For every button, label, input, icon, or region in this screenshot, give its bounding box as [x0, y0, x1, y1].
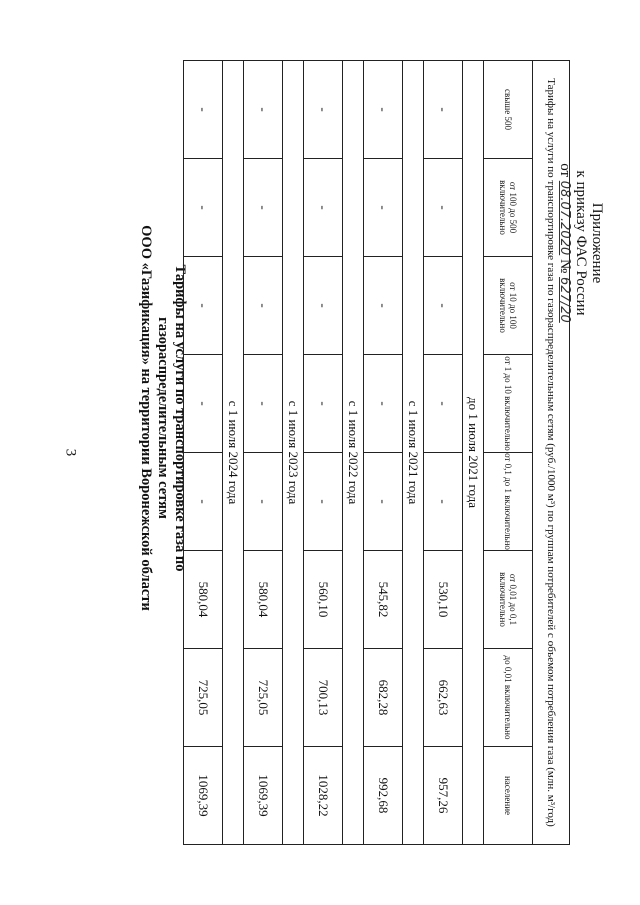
column-header: от 1 до 10 включительно [484, 355, 533, 453]
table-cell: 725,05 [184, 649, 223, 747]
column-header: от 0,01 до 0,1 включительно [484, 551, 533, 649]
table-row [244, 61, 283, 845]
column-header: от 0,1 до 1 включительно [484, 453, 533, 551]
table-row [364, 61, 403, 845]
table-cell: 530,10 [424, 551, 463, 649]
table-cell: - [304, 355, 343, 453]
table-cell: - [304, 61, 343, 159]
appendix-date-handwritten: 08.07.2020 [557, 180, 572, 256]
table-row [424, 61, 463, 845]
column-header: население [484, 747, 533, 845]
document-title-line-1: Тарифы на услуги по транспортировке газа по газораспределительным сетям [155, 264, 188, 572]
table-cell: - [424, 159, 463, 257]
column-header: от 10 до 100 включительно [484, 257, 533, 355]
column-header: до 0,01 включительно [484, 649, 533, 747]
table-cell: - [244, 61, 283, 159]
table-cell: - [304, 453, 343, 551]
table-cell: 725,05 [244, 649, 283, 747]
table-cell: 992,68 [364, 747, 403, 845]
table-cell: - [424, 355, 463, 453]
table-row [184, 61, 223, 845]
table-cell: - [184, 355, 223, 453]
period-row: до 1 июля 2021 года [463, 61, 484, 845]
table-cell: - [364, 61, 403, 159]
appendix-title: Приложение [589, 202, 605, 284]
page-number: 3 [62, 448, 79, 457]
table-cell: - [364, 159, 403, 257]
table-cell: - [424, 61, 463, 159]
table-cell: - [184, 257, 223, 355]
table-cell: 957,26 [424, 747, 463, 845]
table-cell: 1028,22 [304, 747, 343, 845]
appendix-number-handwritten: 627/20 [557, 277, 572, 323]
table-cell: - [424, 257, 463, 355]
table-cell: - [244, 453, 283, 551]
table-cell: - [184, 61, 223, 159]
table-cell: - [184, 453, 223, 551]
period-row: с 1 июля 2021 года [403, 61, 424, 845]
table-cell: - [304, 257, 343, 355]
document-title-line-2: ООО «Газификация» на территории Воронежской области [138, 225, 154, 611]
period-row: с 1 июля 2022 года [343, 61, 364, 845]
table-cell: 1069,39 [244, 747, 283, 845]
tariff-table [183, 60, 570, 845]
table-cell: - [424, 453, 463, 551]
document-title [137, 198, 188, 638]
table-cell: 662,63 [424, 649, 463, 747]
table-cell: 682,28 [364, 649, 403, 747]
table-cell: 545,82 [364, 551, 403, 649]
table-row [304, 61, 343, 845]
table-cell: - [184, 159, 223, 257]
appendix-order-ref: к приказу ФАС России [573, 170, 589, 316]
appendix-number-sign: № [557, 258, 573, 274]
table-cell: 1069,39 [184, 747, 223, 845]
table-cell: 560,10 [304, 551, 343, 649]
appendix-date-prefix: от [557, 163, 573, 178]
table-cell: - [304, 159, 343, 257]
table-cell: - [244, 159, 283, 257]
table-header: Тарифы на услуги по транспортировке газа по газораспределительным сетям (руб./1000 м³) по группам потребителей с объемом потребления газа (млн. м³/год) [533, 61, 570, 845]
period-row: с 1 июля 2024 года [223, 61, 244, 845]
table-cell: 580,04 [244, 551, 283, 649]
table-cell: - [244, 257, 283, 355]
column-header: от 100 до 500 включительно [484, 159, 533, 257]
table-cell: 580,04 [184, 551, 223, 649]
period-row: с 1 июля 2023 года [283, 61, 304, 845]
table-cell: 700,13 [304, 649, 343, 747]
table-cell: - [364, 355, 403, 453]
table-cell: - [364, 453, 403, 551]
table-cell: - [364, 257, 403, 355]
table-cell: - [244, 355, 283, 453]
column-header: свыше 500 [484, 61, 533, 159]
